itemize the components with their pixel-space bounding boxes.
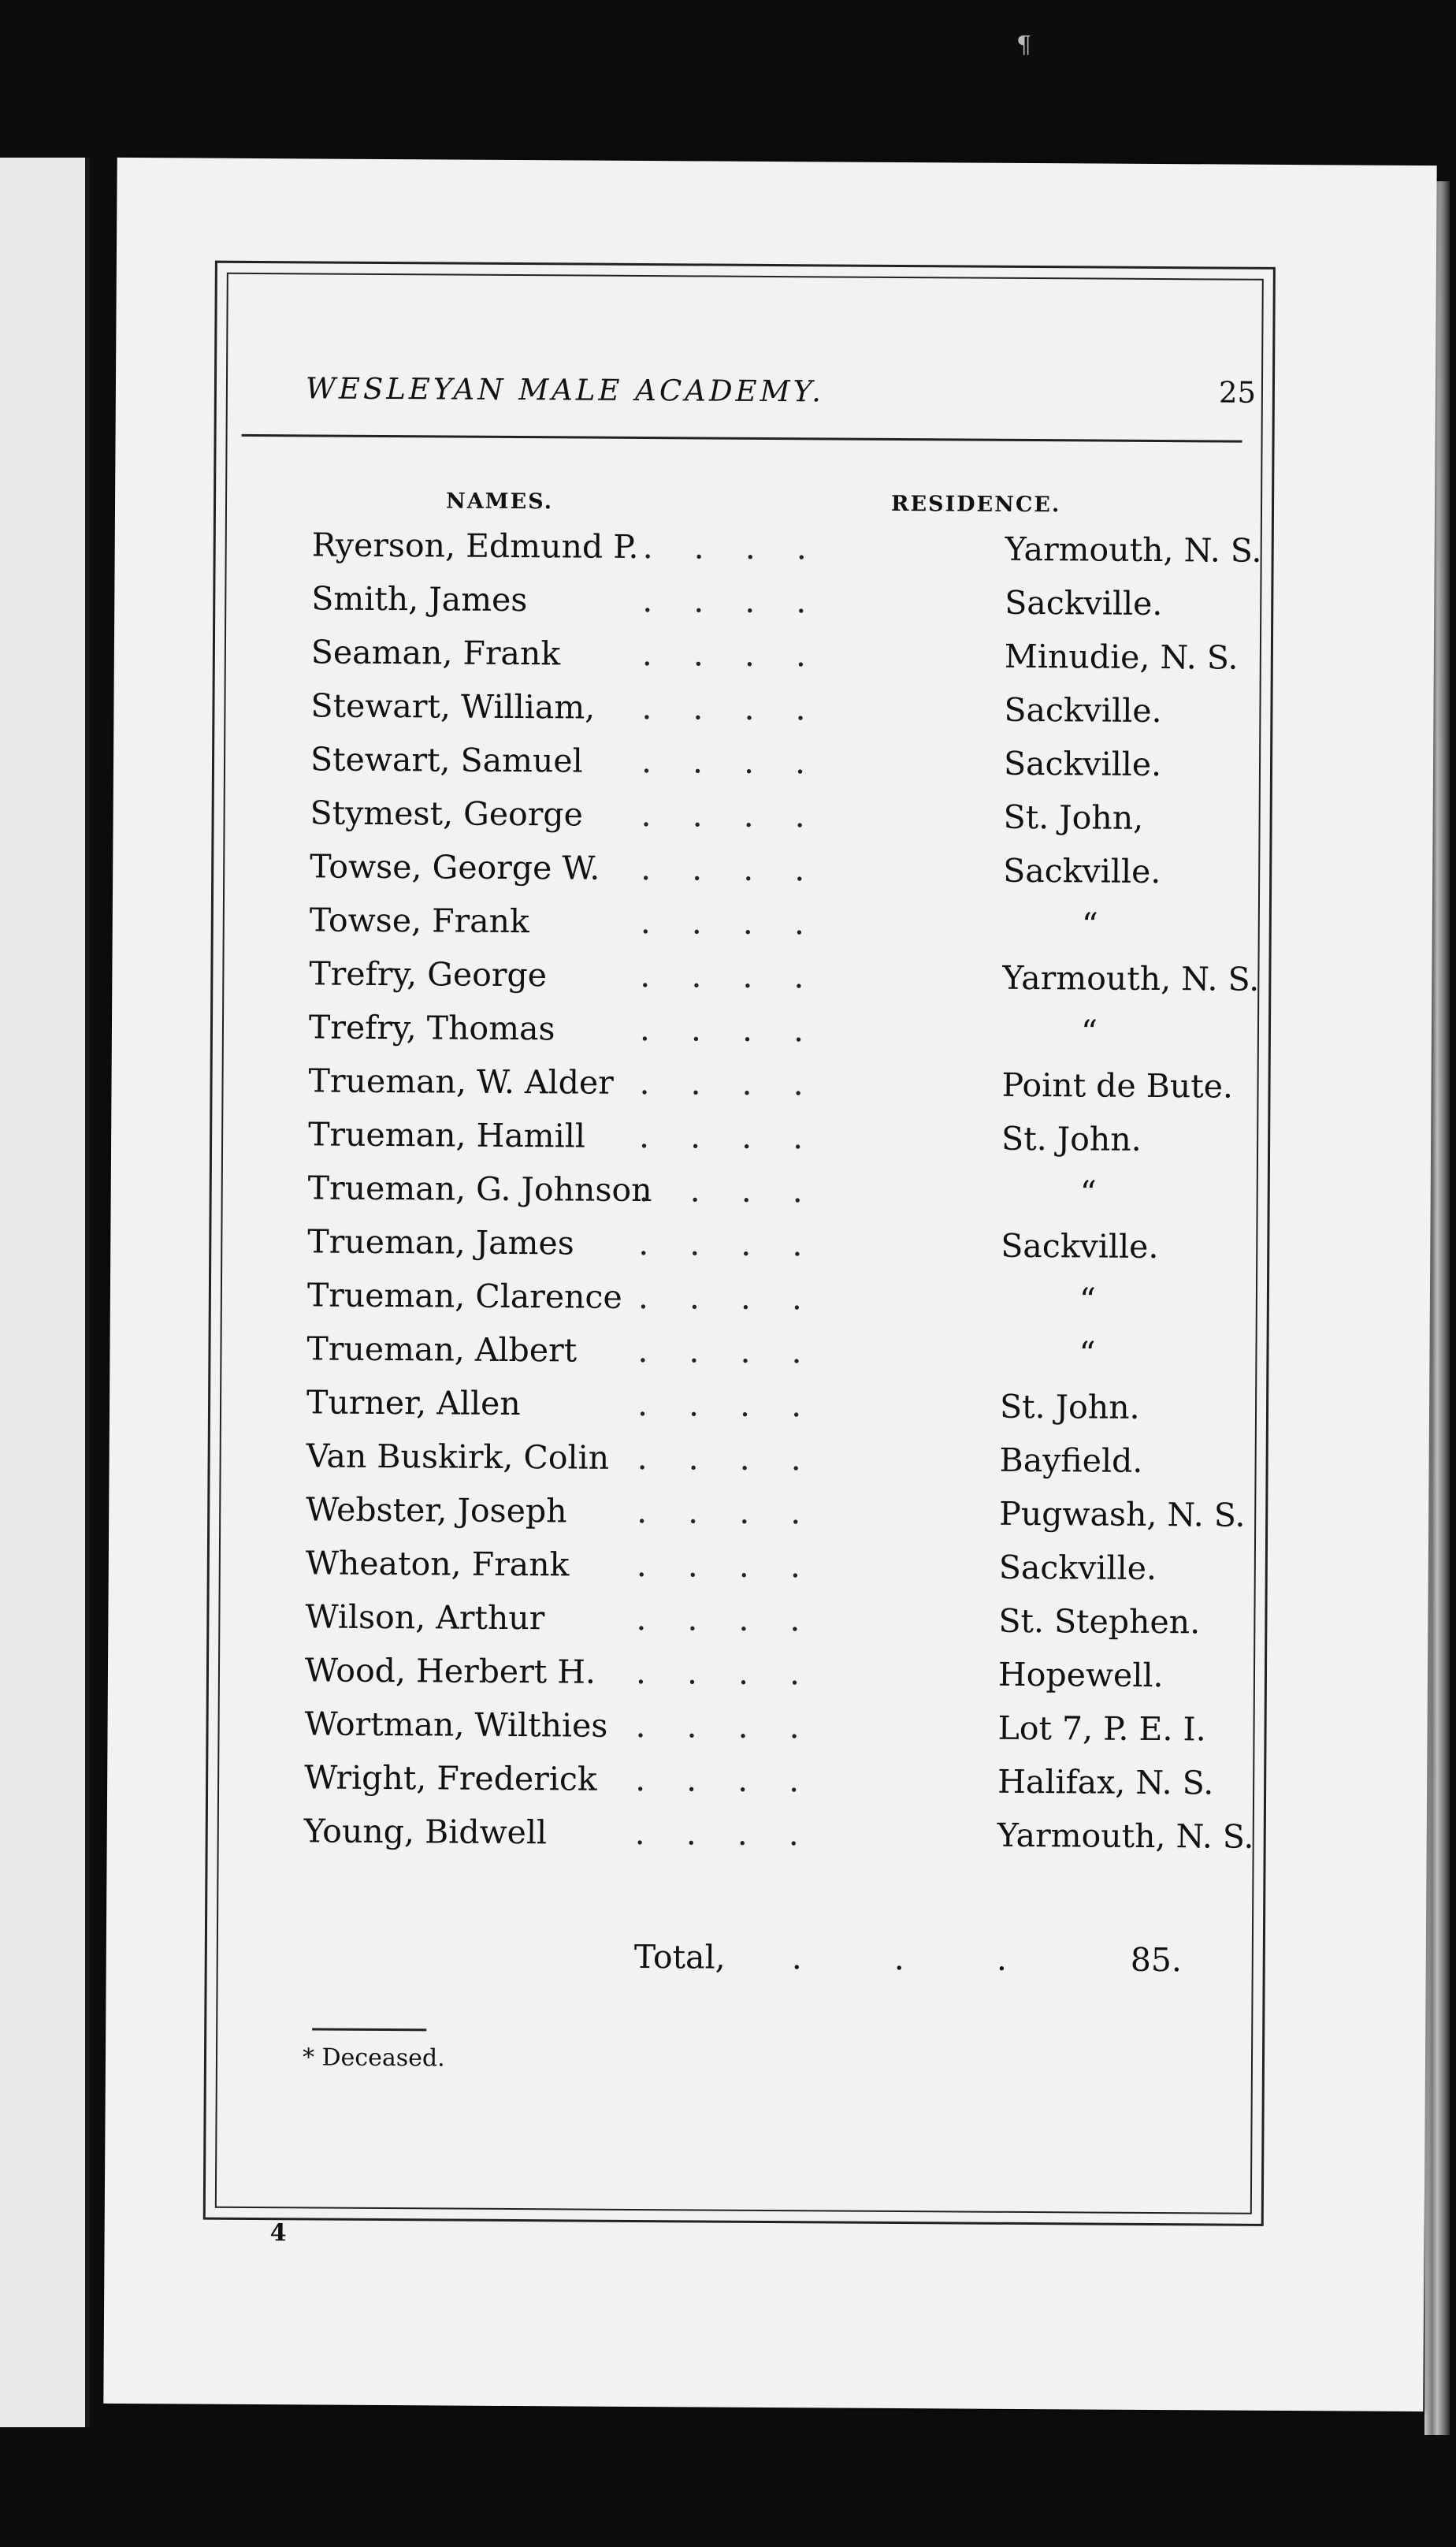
student-residence: “: [1079, 1281, 1097, 1319]
list-item: [310, 787, 1255, 846]
dot-leaders: ....: [640, 902, 846, 943]
student-name: Young, Bidwell: [303, 1812, 548, 1852]
facing-page-edge: [0, 158, 90, 2427]
student-name: Trueman, Hamill: [308, 1115, 586, 1155]
student-name: Wilson, Arthur: [305, 1597, 545, 1638]
footnote: * Deceased.: [302, 2043, 445, 2073]
dot-leaders: ....: [641, 849, 846, 889]
student-residence: St. Stephen.: [998, 1601, 1201, 1642]
student-residence: Minudie, N. S.: [1004, 637, 1239, 677]
student-residence: St. John,: [1003, 798, 1144, 837]
list-item: [311, 627, 1257, 686]
student-residence: St. John.: [1001, 1119, 1142, 1158]
student-name: Seaman, Frank: [310, 633, 561, 673]
total-label: Total,: [633, 1937, 726, 1976]
signature-mark: 4: [269, 2219, 287, 2248]
list-item: [303, 1805, 1254, 1865]
dot-leaders: ....: [635, 1653, 841, 1693]
dot-leaders: ....: [637, 1492, 842, 1532]
student-residence: Point de Bute.: [1001, 1065, 1234, 1106]
dot-leaders: ....: [639, 1063, 845, 1103]
list-item: [308, 1055, 1254, 1114]
student-residence: Lot 7, P. E. I.: [997, 1709, 1206, 1749]
dot-leaders: ....: [636, 1545, 842, 1586]
student-name: Webster, Joseph: [306, 1490, 567, 1530]
dot-leaders: ....: [641, 742, 847, 782]
list-item: [304, 1698, 1250, 1757]
student-name: Trueman, W. Alder: [308, 1062, 614, 1102]
student-residence: Sackville.: [1005, 583, 1163, 623]
student-residence: “: [1080, 1013, 1098, 1051]
total-leaders: . . .: [791, 1939, 1049, 1979]
student-list: [303, 519, 1262, 1865]
student-name: Trueman, Albert: [306, 1329, 578, 1370]
student-name: Turner, Allen: [306, 1383, 521, 1423]
student-residence: St. John.: [999, 1387, 1140, 1426]
dot-leaders: ....: [635, 1706, 841, 1746]
residence-column-heading: RESIDENCE.: [890, 491, 1061, 518]
dot-leaders: ....: [637, 1438, 842, 1478]
list-item: [308, 1109, 1254, 1168]
dot-leaders: ....: [635, 1760, 841, 1800]
student-residence: Halifax, N. S.: [997, 1762, 1214, 1802]
page-number: 25: [1218, 375, 1257, 410]
student-residence: Sackville.: [998, 1548, 1157, 1588]
list-item: [304, 1752, 1250, 1811]
dot-leaders: ....: [636, 1599, 841, 1639]
student-name: Trueman, James: [307, 1222, 574, 1262]
list-item: [310, 894, 1255, 954]
dot-leaders: ....: [642, 527, 848, 567]
names-column-heading: NAMES.: [445, 489, 554, 515]
list-item: [311, 519, 1262, 578]
dot-leaders: ....: [634, 1813, 841, 1854]
dot-leaders: ....: [641, 795, 846, 835]
list-item: [305, 1645, 1250, 1704]
list-item: [307, 1216, 1253, 1275]
student-name: Trueman, Clarence: [306, 1276, 622, 1316]
list-item: [309, 1002, 1254, 1061]
list-item: [305, 1591, 1250, 1650]
dot-leaders: ....: [637, 1277, 844, 1318]
student-residence: Yarmouth, N. S.: [997, 1816, 1254, 1856]
dot-leaders: ....: [641, 688, 847, 728]
student-residence: Yarmouth, N. S.: [1005, 530, 1262, 570]
dot-leaders: ....: [638, 1224, 844, 1264]
dot-leaders: ....: [640, 956, 845, 996]
student-residence: Bayfield.: [999, 1441, 1143, 1480]
student-name: Towse, Frank: [309, 901, 530, 941]
list-item: [308, 1162, 1254, 1221]
total-value: 85.: [1130, 1940, 1183, 1980]
student-name: Trueman, G. Johnson: [307, 1169, 652, 1210]
list-item: [306, 1537, 1251, 1597]
student-name: Trefry, George: [309, 954, 548, 995]
corner-mark: ¶: [1016, 32, 1032, 59]
list-item: [306, 1377, 1252, 1436]
running-head-title: WESLEYAN MALE ACADEMY.: [305, 371, 825, 409]
student-residence: Sackville.: [1004, 690, 1162, 731]
student-residence: Sackville.: [1003, 744, 1162, 784]
student-residence: “: [1079, 1173, 1097, 1212]
student-name: Smith, James: [311, 579, 528, 619]
book-page: [103, 158, 1436, 2411]
student-name: Wheaton, Frank: [305, 1544, 570, 1584]
list-item: [310, 841, 1255, 900]
dot-leaders: ....: [638, 1170, 845, 1210]
list-item: [310, 680, 1256, 739]
student-name: Van Buskirk, Colin: [306, 1437, 610, 1477]
student-residence: Yarmouth, N. S.: [1002, 958, 1260, 998]
student-name: Stewart, Samuel: [310, 740, 583, 780]
dot-leaders: ....: [638, 1117, 845, 1157]
dot-leaders: ....: [639, 1010, 845, 1050]
student-residence: “: [1081, 905, 1098, 944]
student-name: Ryerson, Edmund P.: [311, 526, 639, 566]
student-name: Towse, George W.: [310, 847, 600, 887]
dot-leaders: ....: [641, 634, 848, 675]
total-line: [303, 1935, 1249, 1988]
list-item: [307, 1270, 1253, 1329]
student-residence: Sackville.: [1001, 1226, 1159, 1266]
dot-leaders: ....: [637, 1385, 843, 1425]
list-item: [306, 1323, 1252, 1382]
student-name: Wright, Frederick: [304, 1758, 597, 1798]
list-item: [309, 948, 1260, 1007]
student-name: Trefry, Thomas: [308, 1008, 555, 1048]
dot-leaders: ....: [637, 1331, 843, 1371]
student-name: Stymest, George: [310, 794, 584, 834]
student-residence: “: [1079, 1334, 1096, 1373]
student-residence: Hopewell.: [997, 1655, 1164, 1695]
student-name: Wood, Herbert H.: [304, 1651, 596, 1691]
list-item: [306, 1484, 1251, 1543]
list-item: [306, 1430, 1251, 1489]
dot-leaders: ....: [642, 581, 848, 621]
student-residence: Pugwash, N. S.: [999, 1494, 1246, 1534]
list-item: [310, 734, 1256, 793]
student-name: Wortman, Wilthies: [304, 1705, 608, 1745]
list-item: [311, 573, 1257, 632]
student-name: Stewart, William,: [310, 686, 596, 727]
student-residence: Sackville.: [1003, 851, 1161, 891]
